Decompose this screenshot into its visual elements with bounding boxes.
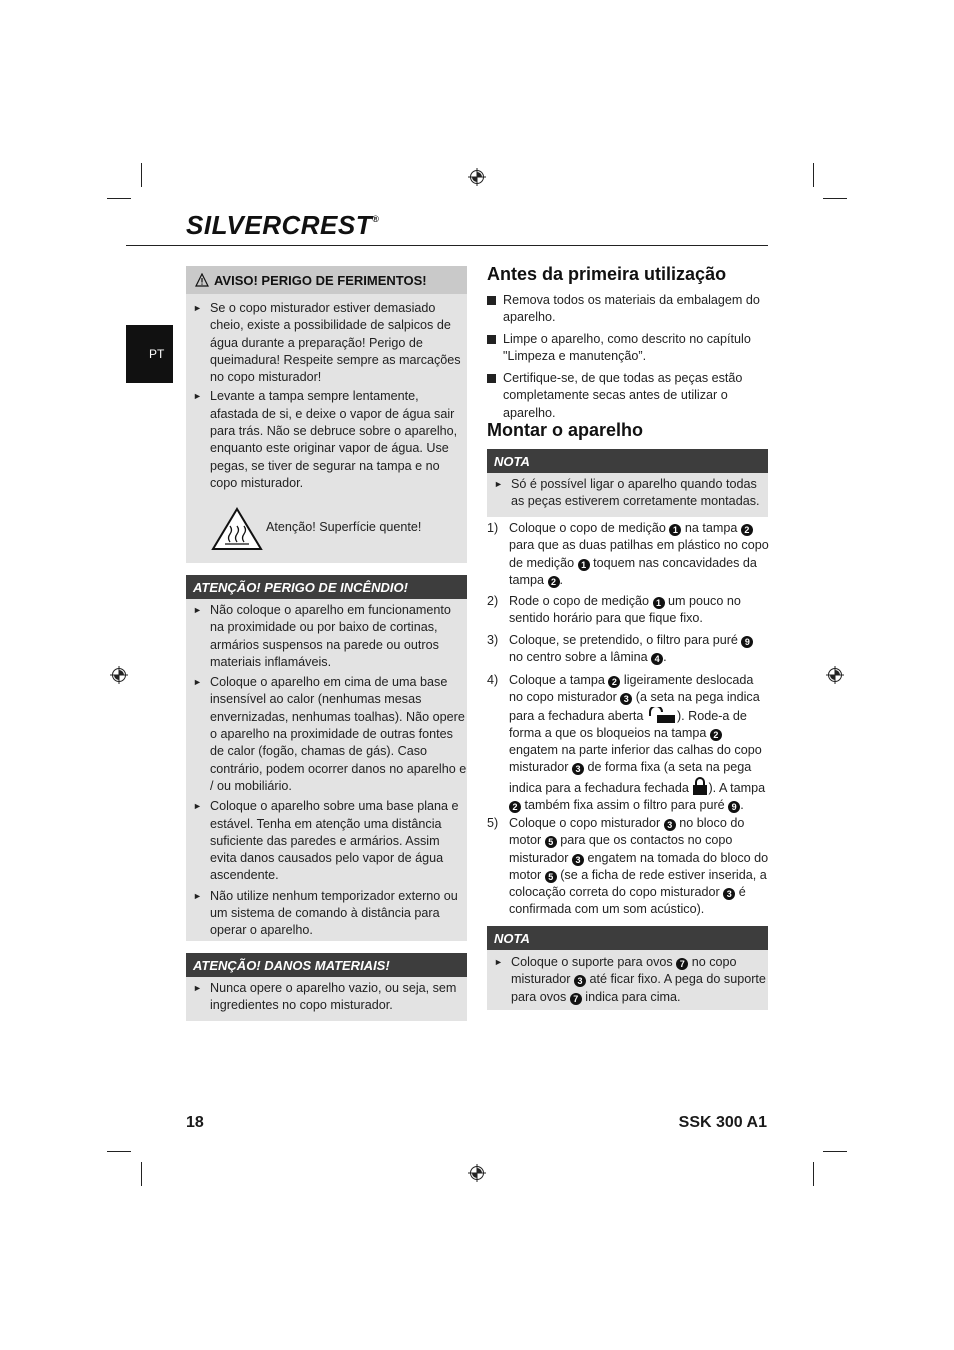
- page-number: 18: [186, 1114, 204, 1131]
- crop-mark: [813, 1162, 814, 1186]
- note-box-header: NOTA: [487, 449, 768, 473]
- step-item: 2) Rode o copo de medição 1 um pouco no sentido horário para que fique fixo.: [487, 594, 741, 626]
- list-item: Remova todos os materiais da embalagem do aparelho.: [487, 292, 767, 327]
- step-item: 1) Coloque o copo de medição 1 na tampa 2 para que as duas patilhas em plástico no copo de medição 1 toquem nas concavidades da tampa 2 .: [487, 521, 769, 587]
- warning-triangle-icon: [195, 273, 209, 287]
- note-box-header: NOTA: [487, 926, 768, 950]
- crop-mark: [823, 1151, 847, 1152]
- brand-logo: SILVERCREST®: [186, 210, 380, 240]
- language-tab: [126, 325, 173, 383]
- crop-mark: [141, 163, 142, 187]
- unlocked-icon: [647, 707, 677, 723]
- damage-warning-box: [186, 953, 467, 1021]
- section-heading-first-use: Antes da primeira utilização: [487, 264, 727, 284]
- note-box: [487, 449, 768, 517]
- list-item: ► Nunca opere o aparelho vazio, ou seja, sem ingredientes no copo misturador.: [193, 981, 457, 1013]
- crop-mark: [813, 163, 814, 187]
- registration-mark-icon: [826, 666, 844, 684]
- model-number: SSK 300 A1: [678, 1114, 767, 1131]
- list-item: Certifique-se, de que todas as peças estão completamente secas antes de utilizar o aparelho.: [487, 370, 767, 422]
- damage-box-header: ATENÇÃO! DANOS MATERIAIS!: [186, 953, 467, 977]
- locked-icon: [692, 777, 708, 795]
- section-heading-assembly: Montar o aparelho: [487, 420, 644, 440]
- list-item: ► Não utilize nenhum temporizador externo ou um sistema de comando à distância para operar o aparelho.: [193, 888, 458, 938]
- hot-surface-label: Atenção! Superfície quente!: [266, 520, 422, 534]
- note-box: [487, 926, 768, 1010]
- list-item: ► Levante a tampa sempre lentamente, afastada de si, e deixe o vapor de água sair para trás. Não se debruce sobre o aparelho, enquanto este originar vapor de água. Use pegas, se tiver de segurar na tampa e no copo misturador.: [193, 389, 458, 490]
- registration-mark-icon: [468, 168, 486, 186]
- warning-box-title: AVISO! PERIGO DE FERIMENTOS!: [214, 272, 427, 288]
- step-item: 3) Coloque, se pretendido, o filtro para puré 9 no centro sobre a lâmina 4 .: [487, 632, 769, 667]
- crop-mark: [107, 1151, 131, 1152]
- list-item: Limpe o aparelho, como descrito no capítulo "Limpeza e manutenção”.: [487, 331, 767, 366]
- list-item: ► Coloque o aparelho em cima de uma base insensível ao calor (nenhumas mesas envernizadas, nenhumas toalhas). Não opere o aparelho na proximidade de outras fontes de calor (fogão, chamas de gás). Caso contrário, podem ocorrer danos no aparelho e / ou mobiliário.: [193, 675, 467, 793]
- warning-box-header: [186, 266, 467, 294]
- header-rule: [126, 245, 768, 246]
- crop-mark: [823, 198, 847, 199]
- warning-box: [186, 266, 467, 563]
- list-item: ► Não coloque o aparelho em funcionamento na proximidade ou por baixo de cortinas, armários suspensos na parede ou outros materiais inflamáveis.: [193, 603, 451, 669]
- step-item: 5) Coloque o copo misturador 3 no bloco do motor 5 para que os contactos no copo misturador 3 engatem na tomada do bloco do motor 5 (se a ficha de rede estiver inserida, a colocação correta do copo misturador 3 é confirmada com um som acústico).: [487, 816, 769, 917]
- crop-mark: [107, 198, 131, 199]
- list-item: ► Coloque o aparelho sobre uma base plana e estável. Tenha em atenção uma distância suficiente das paredes e armários. Assim evita danos causados pelo vapor de água ascendente.: [193, 799, 459, 883]
- list-item: ► Só é possível ligar o aparelho quando todas as peças estiverem corretamente montadas.: [494, 477, 760, 509]
- language-label: PT: [149, 347, 165, 361]
- hot-surface-icon: [210, 506, 264, 552]
- list-item: ► Se o copo misturador estiver demasiado cheio, existe a possibilidade de salpicos de água durante a preparação! Perigo de queimadura! Respeite sempre as marcações no copo misturador!: [193, 301, 461, 385]
- list-item: ► Coloque o suporte para ovos 7 no copo misturador 3 até ficar fixo. A pega do suporte para ovos 7 indica para cima.: [494, 955, 766, 1004]
- fire-box-header: ATENÇÃO! PERIGO DE INCÊNDIO!: [186, 575, 467, 599]
- registration-mark-icon: [110, 666, 128, 684]
- fire-warning-box: [186, 575, 467, 941]
- step-item: 4) Coloque a tampa 2 ligeiramente deslocada no copo misturador 3 (a seta na pega indica para a fechadura aberta ). Rode-a de forma a que os bloqueios na tampa 2 engatem na parte inferior das calhas do copo misturador 3 de forma fixa (a seta na pega indica para a fechadura fechada ). A tampa 2 também fixa assim o filtro para puré 9 .: [487, 673, 766, 813]
- crop-mark: [141, 1162, 142, 1186]
- registration-mark-icon: [468, 1164, 486, 1182]
